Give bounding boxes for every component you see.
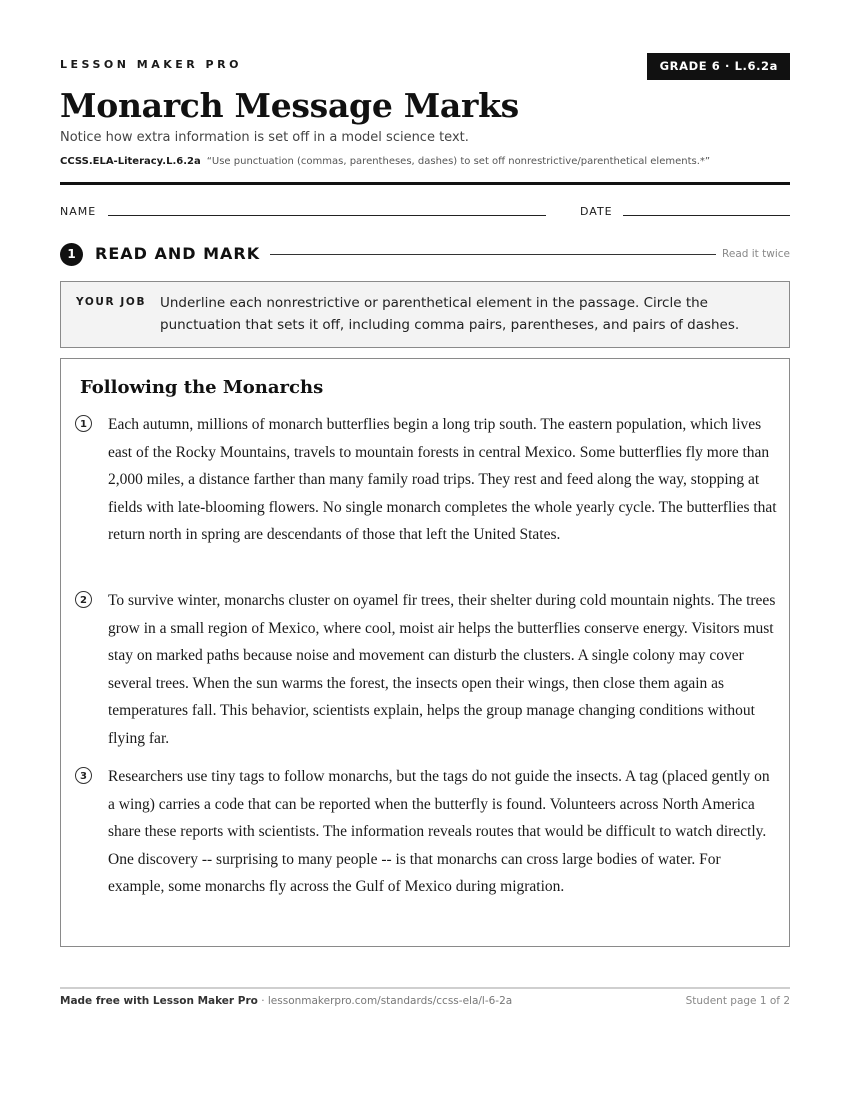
name-label: NAME	[60, 205, 97, 218]
date-label: DATE	[580, 205, 613, 218]
grade-badge: GRADE 6 · L.6.2a	[647, 53, 790, 80]
page-subtitle: Notice how extra information is set off in a model science text.	[60, 130, 469, 145]
paragraph-number-2: 2	[75, 591, 92, 608]
header-divider	[60, 182, 790, 185]
paragraph-1: Each autumn, millions of monarch butterflies begin a long trip south. The eastern population, which lives east of the Rocky Mountains, travels to mountain forests in central Mexico. Some butterflies fly more than 2,000 miles, a distance farther than many family road trips. They rest and feed along the way, stopping at fields with late-blooming flowers. No single monarch completes the whole yearly cycle. The butterflies that return north in spring are descendants of those that left the United States.	[108, 416, 777, 543]
standard-line	[60, 156, 710, 167]
page-title: Monarch Message Marks	[60, 86, 519, 125]
footer-url: · lessonmakerpro.com/standards/ccss-ela/l-6-2a	[257, 995, 513, 1007]
instructions-label: YOUR JOB	[76, 296, 147, 308]
section-number-badge: 1	[60, 243, 83, 266]
paragraph-3: Researchers use tiny tags to follow monarchs, but the tags do not guide the insects. A tag (placed gently on a wing) carries a code that can be reported when the butterfly is found. Volunteers across North America share these reports with scientists. The information reveals routes that would be difficult to watch directly. One discovery -- surprising to many people -- is that monarchs can cross large bodies of water. For example, some monarchs fly across the Gulf of Mexico during migration.	[108, 768, 770, 895]
date-field[interactable]	[623, 215, 790, 216]
paragraph-number-3: 3	[75, 767, 92, 784]
passage-title: Following the Monarchs	[80, 377, 324, 398]
paragraph-2: To survive winter, monarchs cluster on oyamel fir trees, their shelter during cold mountain nights. The trees grow in a small region of Mexico, where cool, moist air helps the butterflies conserve energy. Visitors must stay on marked paths because noise and movement can disturb the clusters. A single colony may cover several trees. When the sun warms the forest, the insects open their wings, then close them again as temperatures fall. This behavior, scientists explain, helps the group manage changing conditions without flying far.	[108, 592, 776, 747]
footer-made-with: Made free with Lesson Maker Pro	[60, 995, 258, 1007]
paragraph-number-1: 1	[75, 415, 92, 432]
instructions-text: Underline each nonrestrictive or parenthetical element in the passage. Circle the punctuation that sets it off, including comma pairs, parentheses, and pairs of dashes.	[160, 295, 740, 333]
name-field[interactable]	[108, 215, 546, 216]
brand-name: LESSON MAKER PRO	[60, 58, 242, 71]
section-note: Read it twice	[722, 248, 790, 260]
worksheet-page	[60, 0, 790, 1100]
section-divider	[270, 254, 716, 255]
footer-divider	[60, 987, 790, 989]
section-title: READ AND MARK	[95, 244, 261, 263]
page-indicator: Student page 1 of 2	[685, 995, 790, 1007]
standard-code: CCSS.ELA-Literacy.L.6.2a	[60, 156, 201, 167]
footer-credit	[60, 995, 512, 1007]
standard-text: “Use punctuation (commas, parentheses, dashes) to set off nonrestrictive/parenthetical elements.*”	[206, 156, 711, 167]
instructions-box	[60, 281, 790, 348]
